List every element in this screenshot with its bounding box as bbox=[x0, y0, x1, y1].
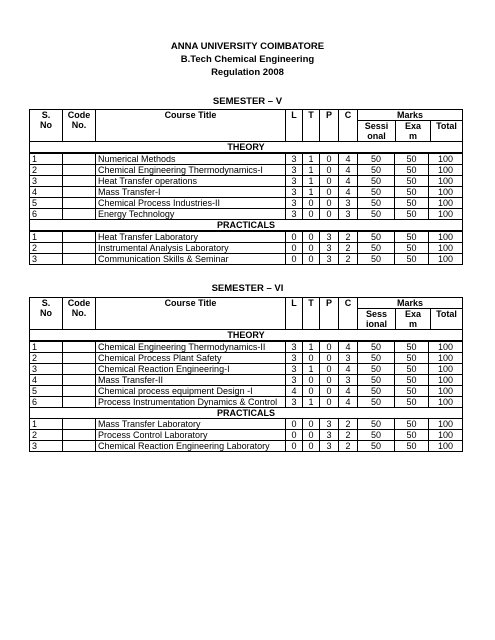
course-c: 4 bbox=[339, 187, 358, 198]
semester-6-table bbox=[29, 297, 463, 452]
course-title: Chemical process equipment Design -I bbox=[96, 386, 286, 397]
course-row bbox=[30, 165, 463, 176]
course-c: 4 bbox=[339, 342, 358, 353]
course-code bbox=[63, 386, 96, 397]
course-l: 0 bbox=[286, 243, 303, 254]
course-l: 0 bbox=[286, 430, 303, 441]
course-p: 0 bbox=[320, 375, 339, 386]
course-code bbox=[63, 353, 96, 364]
course-l: 0 bbox=[286, 232, 303, 243]
course-c: 2 bbox=[339, 232, 358, 243]
marks-exam: 50 bbox=[395, 430, 429, 441]
course-row bbox=[30, 419, 463, 430]
marks-exam: 50 bbox=[395, 209, 429, 220]
col-p: P bbox=[320, 298, 339, 330]
course-p: 0 bbox=[320, 165, 339, 176]
document-header bbox=[0, 40, 495, 79]
course-l: 3 bbox=[286, 364, 303, 375]
practicals-header-row: PRACTICALS bbox=[30, 220, 463, 231]
col-marks: Marks Sess ional Exa m Total bbox=[358, 298, 463, 330]
marks-exam: 50 bbox=[395, 187, 429, 198]
course-sno: 6 bbox=[30, 209, 63, 220]
marks-total: 100 bbox=[429, 209, 463, 220]
col-total: Total bbox=[436, 121, 457, 131]
course-title: Numerical Methods bbox=[96, 154, 286, 165]
col-exam: Exa m bbox=[396, 309, 431, 329]
course-t: 0 bbox=[303, 430, 320, 441]
course-code bbox=[63, 430, 96, 441]
marks-sessional: 50 bbox=[358, 165, 395, 176]
course-title: Mass Transfer Laboratory bbox=[96, 419, 286, 430]
course-t: 0 bbox=[303, 254, 320, 265]
university-name: ANNA UNIVERSITY COIMBATORE bbox=[170, 41, 325, 52]
course-code bbox=[63, 209, 96, 220]
course-t: 0 bbox=[303, 386, 320, 397]
marks-sessional: 50 bbox=[358, 154, 395, 165]
theory-header-row: THEORY bbox=[30, 330, 463, 341]
course-row bbox=[30, 375, 463, 386]
course-l: 0 bbox=[286, 254, 303, 265]
course-row bbox=[30, 243, 463, 254]
course-title: Heat Transfer operations bbox=[96, 176, 286, 187]
course-p: 3 bbox=[320, 430, 339, 441]
marks-sessional: 50 bbox=[358, 353, 395, 364]
course-t: 1 bbox=[303, 364, 320, 375]
course-sno: 6 bbox=[30, 397, 63, 408]
course-t: 1 bbox=[303, 342, 320, 353]
marks-sessional: 50 bbox=[358, 187, 395, 198]
marks-total: 100 bbox=[429, 198, 463, 209]
course-t: 1 bbox=[303, 154, 320, 165]
marks-exam: 50 bbox=[395, 243, 429, 254]
course-l: 3 bbox=[286, 176, 303, 187]
course-l: 3 bbox=[286, 209, 303, 220]
marks-sessional: 50 bbox=[358, 419, 395, 430]
col-t: T bbox=[303, 298, 320, 330]
marks-total: 100 bbox=[429, 232, 463, 243]
marks-exam: 50 bbox=[395, 176, 429, 187]
marks-total: 100 bbox=[429, 243, 463, 254]
course-c: 2 bbox=[339, 243, 358, 254]
col-marks: Marks Sessi onal Exa m Total bbox=[358, 110, 463, 142]
col-code: Code No. bbox=[63, 298, 96, 330]
program-name: B.Tech Chemical Engineering bbox=[180, 54, 315, 65]
marks-total: 100 bbox=[429, 154, 463, 165]
marks-sessional: 50 bbox=[358, 386, 395, 397]
marks-exam: 50 bbox=[395, 154, 429, 165]
course-sno: 2 bbox=[30, 165, 63, 176]
course-sno: 5 bbox=[30, 198, 63, 209]
marks-total: 100 bbox=[429, 364, 463, 375]
course-p: 3 bbox=[320, 232, 339, 243]
course-code bbox=[63, 419, 96, 430]
marks-exam: 50 bbox=[395, 441, 429, 452]
course-c: 4 bbox=[339, 386, 358, 397]
course-t: 0 bbox=[303, 419, 320, 430]
course-t: 0 bbox=[303, 209, 320, 220]
course-title: Instrumental Analysis Laboratory bbox=[96, 243, 286, 254]
marks-total: 100 bbox=[429, 441, 463, 452]
course-sno: 3 bbox=[30, 441, 63, 452]
marks-exam: 50 bbox=[395, 397, 429, 408]
semester-6-title: SEMESTER – VI bbox=[211, 283, 284, 294]
course-c: 3 bbox=[339, 375, 358, 386]
marks-total: 100 bbox=[429, 430, 463, 441]
marks-exam: 50 bbox=[395, 232, 429, 243]
marks-total: 100 bbox=[429, 397, 463, 408]
marks-sessional: 50 bbox=[358, 198, 395, 209]
col-title: Course Title bbox=[96, 110, 286, 142]
course-c: 4 bbox=[339, 364, 358, 375]
marks-sessional: 50 bbox=[358, 243, 395, 254]
course-l: 3 bbox=[286, 187, 303, 198]
marks-total: 100 bbox=[429, 386, 463, 397]
marks-exam: 50 bbox=[395, 165, 429, 176]
marks-exam: 50 bbox=[395, 375, 429, 386]
course-row bbox=[30, 209, 463, 220]
course-title: Communication Skills & Seminar bbox=[96, 254, 286, 265]
marks-sessional: 50 bbox=[358, 364, 395, 375]
semester-5-title: SEMESTER – V bbox=[212, 96, 283, 107]
course-p: 0 bbox=[320, 342, 339, 353]
course-t: 1 bbox=[303, 176, 320, 187]
marks-sessional: 50 bbox=[358, 441, 395, 452]
marks-sessional: 50 bbox=[358, 176, 395, 187]
marks-exam: 50 bbox=[395, 198, 429, 209]
col-l: L bbox=[286, 110, 303, 142]
course-t: 1 bbox=[303, 397, 320, 408]
course-p: 0 bbox=[320, 176, 339, 187]
course-title: Mass Transfer-II bbox=[96, 375, 286, 386]
course-p: 0 bbox=[320, 154, 339, 165]
course-l: 0 bbox=[286, 441, 303, 452]
marks-exam: 50 bbox=[395, 353, 429, 364]
course-t: 0 bbox=[303, 441, 320, 452]
course-row bbox=[30, 353, 463, 364]
col-sessional: Sess ional bbox=[358, 309, 396, 329]
course-p: 3 bbox=[320, 254, 339, 265]
practicals-header-row: PRACTICALS bbox=[30, 408, 463, 419]
course-t: 0 bbox=[303, 243, 320, 254]
marks-sessional: 50 bbox=[358, 209, 395, 220]
course-code bbox=[63, 187, 96, 198]
course-row bbox=[30, 187, 463, 198]
course-sno: 1 bbox=[30, 154, 63, 165]
course-l: 3 bbox=[286, 353, 303, 364]
course-title: Chemical Reaction Engineering-I bbox=[96, 364, 286, 375]
marks-sessional: 50 bbox=[358, 430, 395, 441]
col-sessional: Sessi onal bbox=[358, 121, 396, 141]
course-row bbox=[30, 397, 463, 408]
course-row bbox=[30, 441, 463, 452]
marks-total: 100 bbox=[429, 176, 463, 187]
course-sno: 3 bbox=[30, 364, 63, 375]
course-p: 0 bbox=[320, 198, 339, 209]
marks-sessional: 50 bbox=[358, 375, 395, 386]
course-code bbox=[63, 243, 96, 254]
course-code bbox=[63, 254, 96, 265]
course-code bbox=[63, 342, 96, 353]
col-sno: S. No bbox=[30, 298, 63, 330]
course-l: 3 bbox=[286, 397, 303, 408]
course-l: 4 bbox=[286, 386, 303, 397]
course-sno: 2 bbox=[30, 243, 63, 254]
course-row bbox=[30, 154, 463, 165]
course-t: 0 bbox=[303, 375, 320, 386]
course-title: Process Instrumentation Dynamics & Control bbox=[96, 397, 286, 408]
course-p: 0 bbox=[320, 364, 339, 375]
theory-header-row: THEORY bbox=[30, 142, 463, 153]
course-p: 0 bbox=[320, 187, 339, 198]
course-l: 3 bbox=[286, 342, 303, 353]
course-l: 0 bbox=[286, 419, 303, 430]
course-l: 3 bbox=[286, 165, 303, 176]
marks-sessional: 50 bbox=[358, 254, 395, 265]
course-row bbox=[30, 430, 463, 441]
course-l: 3 bbox=[286, 375, 303, 386]
marks-total: 100 bbox=[429, 187, 463, 198]
course-code bbox=[63, 375, 96, 386]
course-c: 4 bbox=[339, 176, 358, 187]
course-row bbox=[30, 176, 463, 187]
course-p: 0 bbox=[320, 353, 339, 364]
marks-sessional: 50 bbox=[358, 397, 395, 408]
course-sno: 1 bbox=[30, 419, 63, 430]
marks-total: 100 bbox=[429, 419, 463, 430]
course-code bbox=[63, 232, 96, 243]
course-title: Process Control Laboratory bbox=[96, 430, 286, 441]
col-code: Code No. bbox=[63, 110, 96, 142]
marks-exam: 50 bbox=[395, 342, 429, 353]
course-title: Chemical Engineering Thermodynamics-II bbox=[96, 342, 286, 353]
course-title: Chemical Process Industries-II bbox=[96, 198, 286, 209]
course-c: 2 bbox=[339, 254, 358, 265]
course-t: 1 bbox=[303, 165, 320, 176]
marks-total: 100 bbox=[429, 375, 463, 386]
course-l: 3 bbox=[286, 154, 303, 165]
semester-5-table bbox=[29, 109, 463, 265]
course-row bbox=[30, 232, 463, 243]
marks-total: 100 bbox=[429, 342, 463, 353]
col-l: L bbox=[286, 298, 303, 330]
course-sno: 4 bbox=[30, 375, 63, 386]
marks-total: 100 bbox=[429, 165, 463, 176]
course-code bbox=[63, 364, 96, 375]
course-t: 0 bbox=[303, 198, 320, 209]
col-sno: S. No bbox=[30, 110, 63, 142]
marks-exam: 50 bbox=[395, 254, 429, 265]
course-c: 3 bbox=[339, 353, 358, 364]
course-t: 1 bbox=[303, 187, 320, 198]
course-p: 3 bbox=[320, 441, 339, 452]
course-code bbox=[63, 198, 96, 209]
col-t: T bbox=[303, 110, 320, 142]
course-c: 2 bbox=[339, 441, 358, 452]
course-p: 3 bbox=[320, 243, 339, 254]
course-sno: 3 bbox=[30, 176, 63, 187]
course-title: Chemical Engineering Thermodynamics-I bbox=[96, 165, 286, 176]
course-title: Chemical Process Plant Safety bbox=[96, 353, 286, 364]
course-row bbox=[30, 254, 463, 265]
course-row bbox=[30, 342, 463, 353]
course-c: 4 bbox=[339, 397, 358, 408]
course-sno: 1 bbox=[30, 342, 63, 353]
course-p: 0 bbox=[320, 209, 339, 220]
course-c: 2 bbox=[339, 430, 358, 441]
course-sno: 5 bbox=[30, 386, 63, 397]
course-code bbox=[63, 165, 96, 176]
course-sno: 2 bbox=[30, 430, 63, 441]
course-row bbox=[30, 386, 463, 397]
course-title: Heat Transfer Laboratory bbox=[96, 232, 286, 243]
course-p: 0 bbox=[320, 397, 339, 408]
marks-exam: 50 bbox=[395, 386, 429, 397]
marks-exam: 50 bbox=[395, 364, 429, 375]
col-c: C bbox=[339, 110, 358, 142]
marks-sessional: 50 bbox=[358, 342, 395, 353]
course-row bbox=[30, 364, 463, 375]
regulation: Regulation 2008 bbox=[211, 67, 284, 78]
course-t: 0 bbox=[303, 232, 320, 243]
col-p: P bbox=[320, 110, 339, 142]
course-l: 3 bbox=[286, 198, 303, 209]
course-p: 3 bbox=[320, 419, 339, 430]
course-sno: 1 bbox=[30, 232, 63, 243]
course-row bbox=[30, 198, 463, 209]
course-sno: 2 bbox=[30, 353, 63, 364]
course-sno: 3 bbox=[30, 254, 63, 265]
course-c: 4 bbox=[339, 165, 358, 176]
col-exam: Exa m bbox=[396, 121, 431, 141]
col-title: Course Title bbox=[96, 298, 286, 330]
course-title: Energy Technology bbox=[96, 209, 286, 220]
marks-exam: 50 bbox=[395, 419, 429, 430]
course-title: Chemical Reaction Engineering Laboratory bbox=[96, 441, 286, 452]
course-code bbox=[63, 176, 96, 187]
course-p: 0 bbox=[320, 386, 339, 397]
col-c: C bbox=[339, 298, 358, 330]
course-code bbox=[63, 397, 96, 408]
course-t: 0 bbox=[303, 353, 320, 364]
course-code bbox=[63, 441, 96, 452]
course-sno: 4 bbox=[30, 187, 63, 198]
course-c: 4 bbox=[339, 154, 358, 165]
course-c: 3 bbox=[339, 198, 358, 209]
course-c: 3 bbox=[339, 209, 358, 220]
col-total: Total bbox=[436, 309, 457, 319]
course-code bbox=[63, 154, 96, 165]
marks-sessional: 50 bbox=[358, 232, 395, 243]
course-c: 2 bbox=[339, 419, 358, 430]
marks-total: 100 bbox=[429, 254, 463, 265]
marks-total: 100 bbox=[429, 353, 463, 364]
course-title: Mass Transfer-I bbox=[96, 187, 286, 198]
